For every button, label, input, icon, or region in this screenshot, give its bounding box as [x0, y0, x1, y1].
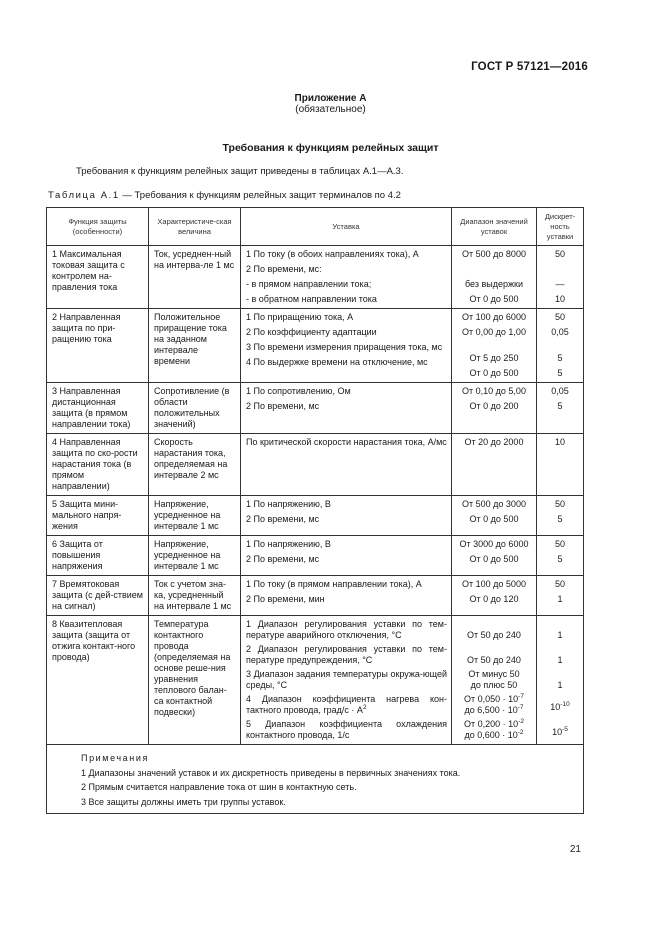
- range-line: От 0,10 до 5,00: [462, 386, 526, 396]
- step-line: 50: [554, 579, 565, 589]
- header-setting: Уставка: [241, 208, 452, 246]
- range-cell: [452, 536, 537, 576]
- range-line: От 500 до 3000: [462, 499, 526, 509]
- range-line: От 0 до 120: [469, 594, 519, 604]
- setting-line: [246, 694, 447, 716]
- characteristic-cell: Напряжение, усредненное на интервале 1 мс: [149, 496, 241, 536]
- step-cell: [537, 576, 584, 616]
- exponent: -10: [560, 701, 570, 708]
- table-row: [47, 434, 584, 496]
- setting-line: 4 По выдержке времени на отключение, мс: [246, 357, 428, 367]
- step-line: 1: [557, 630, 563, 640]
- appendix-heading: [0, 93, 661, 115]
- setting-cell: [241, 616, 452, 745]
- setting-cell: [241, 496, 452, 536]
- notes-cell: [47, 745, 584, 814]
- range-line: От 0 до 500: [469, 514, 519, 524]
- setting-line: 3 Диапазон задания температуры окружа-ющей среды, °С: [246, 669, 447, 690]
- range-cell: [452, 616, 537, 745]
- exponent: -7: [518, 693, 524, 700]
- header-range: Диапазон значений уставок: [452, 208, 537, 246]
- setting-line: 1 По сопротивлению, Ом: [246, 386, 351, 396]
- setting-text: 4 Диапазон коэффициента нагрева кон-тактного провода, град/с · А: [246, 694, 447, 715]
- range-line: От 50 до 240: [467, 655, 521, 665]
- step-line: 50: [554, 539, 565, 549]
- range-line: От 50 до 240: [467, 630, 521, 640]
- appendix-title: Приложение А: [294, 93, 367, 104]
- table-row: [47, 616, 584, 745]
- setting-cell: [241, 576, 452, 616]
- range-text: От 0,050 · 10: [464, 694, 519, 704]
- range-line: От 0 до 200: [469, 401, 519, 411]
- range-line: От 5 до 250: [469, 353, 519, 363]
- function-cell: 4 Направленная защита по ско-рости нарастания тока (в прямом направлении): [47, 434, 149, 496]
- characteristic-cell: Ток с учетом зна-ка, усредненный на интервале 1 мс: [149, 576, 241, 616]
- function-cell: 8 Квазитепловая защита (защита от отжига контакт-ного провода): [47, 616, 149, 745]
- setting-line: 1 По току (в прямом направлении тока), А: [246, 579, 422, 589]
- table-caption-label: Таблица А.1: [48, 190, 120, 201]
- step-line: 5: [557, 353, 563, 363]
- range-cell: [452, 383, 537, 434]
- setting-line: 2 По времени, мин: [246, 594, 325, 604]
- exponent: -2: [518, 718, 524, 725]
- header-characteristic: Характеристиче-ская величина: [149, 208, 241, 246]
- setting-cell: [241, 536, 452, 576]
- setting-line: 1 По напряжению, В: [246, 539, 331, 549]
- setting-cell: [241, 434, 452, 496]
- step-line: 0,05: [551, 327, 569, 337]
- step-text: 10: [550, 702, 561, 712]
- characteristic-cell: Температура контактного провода (определяемая на основе реше-ния уравнения теплового балан-са контактной подвески): [149, 616, 241, 745]
- range-line: От 20 до 2000: [464, 437, 524, 447]
- range-line: [454, 705, 534, 716]
- step-cell: [537, 616, 584, 745]
- step-line: 10: [554, 437, 565, 447]
- step-line: 0,05: [551, 386, 569, 396]
- range-cell: [452, 309, 537, 383]
- exponent: -7: [517, 704, 524, 711]
- table-row: [47, 576, 584, 616]
- step-line: 5: [557, 401, 563, 411]
- notes-row: [47, 745, 584, 814]
- setting-line: 2 По времени, мс: [246, 514, 320, 524]
- range-line: От 100 до 6000: [462, 312, 526, 322]
- note-item: 2 Прямым считается направление тока от шин в контактную сеть.: [81, 782, 357, 792]
- step-line: [539, 727, 581, 738]
- step-line: 10: [554, 294, 565, 304]
- range-cell: [452, 246, 537, 309]
- range-line: От 0 до 500: [469, 368, 519, 378]
- setting-line: 1 По приращению тока, А: [246, 312, 354, 322]
- range-line: От 0 до 500: [469, 294, 519, 304]
- function-cell: 7 Времятоковая защита (с дей-ствием на сигнал): [47, 576, 149, 616]
- characteristic-cell: Напряжение, усредненное на интервале 1 мс: [149, 536, 241, 576]
- table-row: [47, 246, 584, 309]
- step-text: 10: [552, 727, 563, 737]
- setting-line: 2 По времени, мс:: [246, 264, 322, 274]
- exponent: 2: [362, 704, 367, 711]
- characteristic-cell: Скорость нарастания тока, определяемая на интервале 2 мс: [149, 434, 241, 496]
- function-cell: 2 Направленная защита по при-ращению тока: [47, 309, 149, 383]
- notes-heading: Примечания: [81, 753, 149, 763]
- step-line: 50: [554, 499, 565, 509]
- header-function: Функция защиты (особенности): [47, 208, 149, 246]
- setting-line: 2 По коэффициенту адаптации: [246, 327, 377, 337]
- range-text: От 0,200 · 10: [464, 719, 519, 729]
- setting-line: 2 Диапазон регулирования уставки по тем-пературе предупреждения, °С: [246, 644, 447, 665]
- table-row: [47, 383, 584, 434]
- range-cell: [452, 576, 537, 616]
- setting-line: 5 Диапазон коэффициента охлаждения контактного провода, 1/с: [246, 719, 447, 740]
- header-step: Дискрет-ность уставки: [537, 208, 584, 246]
- appendix-subtitle: (обязательное): [295, 104, 366, 115]
- setting-cell: [241, 309, 452, 383]
- setting-line: 1 По току (в обоих направлениях тока), А: [246, 249, 419, 259]
- range-line: От 0,00 до 1,00: [462, 327, 526, 337]
- document-code: ГОСТ Р 57121—2016: [471, 61, 588, 73]
- characteristic-cell: Сопротивление (в области положительных значений): [149, 383, 241, 434]
- step-cell: [537, 536, 584, 576]
- setting-cell: [241, 383, 452, 434]
- table-caption: [48, 190, 401, 201]
- step-cell: [537, 246, 584, 309]
- exponent: -2: [517, 729, 524, 736]
- step-line: 1: [557, 594, 563, 604]
- step-line: 50: [554, 249, 565, 259]
- step-cell: [537, 496, 584, 536]
- range-line: От 3000 до 6000: [459, 539, 529, 549]
- step-cell: [537, 309, 584, 383]
- step-line: 5: [557, 554, 563, 564]
- function-cell: 1 Максимальная токовая защита с контролем на-правления тока: [47, 246, 149, 309]
- setting-cell: [241, 246, 452, 309]
- function-cell: 5 Защита мини-мального напря-жения: [47, 496, 149, 536]
- page-number: 21: [569, 844, 581, 855]
- setting-line: 2 По времени, мс: [246, 554, 320, 564]
- range-line: От 500 до 8000: [462, 249, 526, 259]
- step-line: 1: [557, 680, 563, 690]
- range-line: От 0 до 500: [469, 554, 519, 564]
- table-row: [47, 496, 584, 536]
- range-line: От минус 50: [468, 669, 520, 679]
- characteristic-cell: Ток, усреднен-ный на интерва-ле 1 мс: [149, 246, 241, 309]
- step-line: 5: [557, 514, 563, 524]
- step-line: 5: [557, 368, 563, 378]
- range-cell: [452, 434, 537, 496]
- setting-line: 1 По напряжению, В: [246, 499, 331, 509]
- setting-line: - в обратном направлении тока: [246, 294, 377, 304]
- range-line: без выдержки: [465, 279, 523, 289]
- range-line: [454, 730, 534, 741]
- range-text: до 0,600 · 10: [464, 730, 518, 740]
- step-cell: [537, 383, 584, 434]
- table-row: [47, 309, 584, 383]
- setting-line: По критической скорости нарастания тока, А/мс: [246, 437, 447, 447]
- setting-line: 2 По времени, мс: [246, 401, 320, 411]
- table-header-row: [47, 208, 584, 246]
- range-cell: [452, 496, 537, 536]
- function-cell: 3 Направленная дистанционная защита (в прямом направлении тока): [47, 383, 149, 434]
- requirements-table: [46, 207, 584, 814]
- section-title: Требования к функциям релейных защит: [222, 142, 439, 154]
- function-cell: 6 Защита от повышения напряжения: [47, 536, 149, 576]
- exponent: -5: [562, 726, 568, 733]
- range-text: до 6,500 · 10: [464, 705, 518, 715]
- setting-line: 3 По времени измерения приращения тока, мс: [246, 342, 443, 352]
- note-item: 1 Диапазоны значений уставок и их дискретность приведены в первичных значениях тока.: [81, 767, 461, 778]
- intro-text: Требования к функциям релейных защит приведены в таблицах А.1—А.3.: [76, 166, 404, 177]
- note-item: 3 Все защиты должны иметь три группы уставок.: [81, 796, 286, 807]
- step-line: 1: [557, 655, 563, 665]
- range-line: до плюс 50: [470, 680, 518, 690]
- table-row: [47, 536, 584, 576]
- step-line: —: [555, 279, 565, 289]
- table-caption-text: — Требования к функциям релейных защит терминалов по 4.2: [119, 190, 401, 201]
- characteristic-cell: Положительное приращение тока на заданном интервале времени: [149, 309, 241, 383]
- setting-line: - в прямом направлении тока;: [246, 279, 372, 289]
- step-cell: [537, 434, 584, 496]
- range-line: От 100 до 5000: [462, 579, 526, 589]
- step-line: 50: [554, 312, 565, 322]
- setting-line: 1 Диапазон регулирования уставки по тем-пературе аварийного отключения, °С: [246, 619, 447, 640]
- step-line: [539, 702, 581, 713]
